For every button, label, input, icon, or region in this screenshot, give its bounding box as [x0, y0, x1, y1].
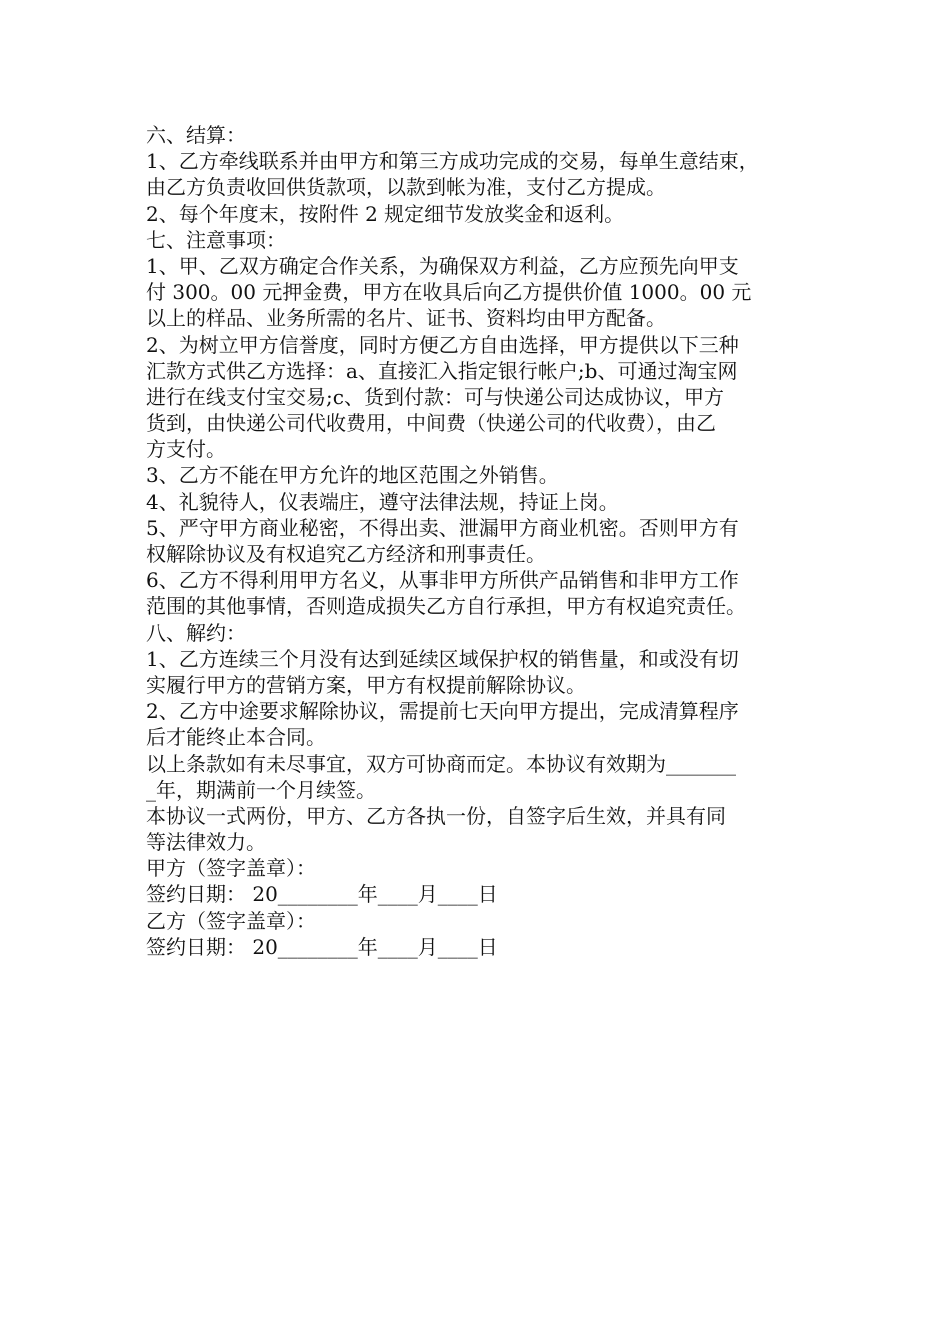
paragraph-line: 方支付。	[146, 437, 226, 462]
paragraph-line: _年，期满前一个月续签。	[146, 777, 376, 802]
paragraph-line: 1、乙方牵线联系并由甲方和第三方成功完成的交易，每单生意结束，	[146, 149, 759, 174]
paragraph-line: 货到，由快递公司代收费用，中间费（快递公司的代收费），由乙	[146, 411, 716, 436]
paragraph-line: 2、每个年度末，按附件 2 规定细节发放奖金和返利。	[146, 201, 625, 226]
paragraph-line: 由乙方负责收回供货款项，以款到帐为准，支付乙方提成。	[146, 175, 666, 200]
paragraph-line: 进行在线支付宝交易;c、货到付款：可与快递公司达成协议，甲方	[146, 384, 724, 409]
party-b-signature-line: 乙方（签字盖章）：	[146, 908, 316, 933]
paragraph-line: 2、乙方中途要求解除协议，需提前七天向甲方提出，完成清算程序	[146, 699, 739, 724]
party-a-signature-line: 甲方（签字盖章）：	[146, 856, 316, 881]
paragraph-line: 4、礼貌待人，仪表端庄，遵守法律法规，持证上岗。	[146, 489, 619, 514]
paragraph-line: 1、甲、乙双方确定合作关系，为确保双方利益，乙方应预先向甲支	[146, 253, 739, 278]
paragraph-line: 1、乙方连续三个月没有达到延续区域保护权的销售量，和或没有切	[146, 646, 739, 671]
paragraph-line: 本协议一式两份，甲方、乙方各执一份，自签字后生效，并具有同	[146, 803, 726, 828]
paragraph-line: 范围的其他事情，否则造成损失乙方自行承担，甲方有权追究责任。	[146, 594, 746, 619]
paragraph-line: 汇款方式供乙方选择：a、直接汇入指定银行帐户;b、可通过淘宝网	[146, 358, 738, 383]
paragraph-line: 权解除协议及有权追究乙方经济和刑事责任。	[146, 542, 546, 566]
paragraph-line: 后才能终止本合同。	[146, 725, 326, 750]
paragraph-line: 6、乙方不得利用甲方名义，从事非甲方所供产品销售和非甲方工作	[146, 568, 739, 593]
paragraph-line: 等法律效力。	[146, 830, 266, 855]
paragraph-line: 2、为树立甲方信誉度，同时方便乙方自由选择，甲方提供以下三种	[146, 332, 739, 357]
party-a-date-line: 签约日期： 20________年____月____日	[146, 882, 498, 907]
party-b-date-line: 签约日期： 20________年____月____日	[146, 934, 498, 959]
paragraph-line: 3、乙方不能在甲方允许的地区范围之外销售。	[146, 463, 559, 488]
paragraph-line: 付 300。00 元押金费，甲方在收具后向乙方提供价值 1000。00 元	[146, 280, 752, 305]
section-heading-settlement: 六、结算：	[146, 123, 246, 147]
paragraph-line: 以上条款如有未尽事宜，双方可协商而定。本协议有效期为_______	[146, 751, 736, 776]
section-heading-notes: 七、注意事项：	[146, 227, 286, 252]
section-heading-termination: 八、解约：	[146, 620, 246, 645]
paragraph-line: 以上的样品、业务所需的名片、证书、资料均由甲方配备。	[146, 306, 666, 331]
paragraph-line: 5、严守甲方商业秘密，不得出卖、泄漏甲方商业机密。否则甲方有	[146, 515, 739, 540]
paragraph-line: 实履行甲方的营销方案，甲方有权提前解除协议。	[146, 672, 586, 697]
document-body	[146, 122, 816, 960]
